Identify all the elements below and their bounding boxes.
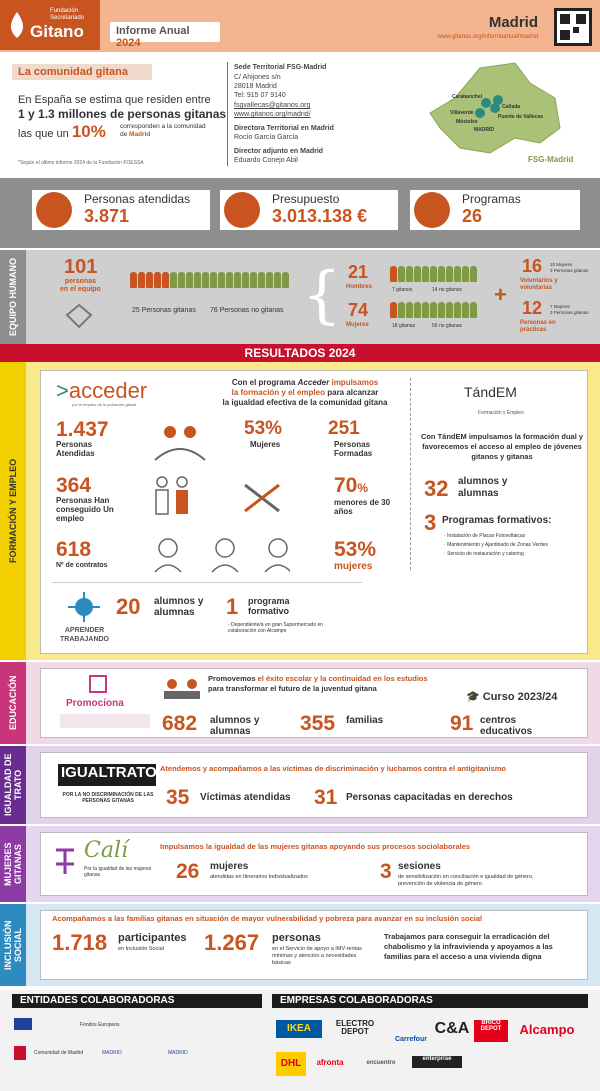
graduation-cap-icon: 🎓 [466,691,480,703]
divider [52,582,362,583]
victims-count: 35 [166,786,190,809]
sessions-count: 3 [380,860,392,883]
fsg-logo [0,0,100,50]
promociona-logo: Promociona [66,698,124,709]
bricodepot-logo: BRICO DEPOT [474,1020,508,1042]
handshake-icon [64,300,94,330]
volunteers-count: 16 [522,256,543,276]
brace: { [302,258,342,331]
stat-label: Personas Han conseguido Un empleo [56,496,114,523]
entities-title: ENTIDADES COLABORADORAS [12,994,262,1008]
students-reading-icon [160,676,204,702]
plus-sign: + [494,282,507,307]
tandem-intro: Con TándEM impulsamos la formación dual y favorecemos el acceso al empleo de jóvenes gitanos y gitanas [420,432,584,461]
map-label: Cañada [502,104,521,110]
stat-value: 53% [334,538,377,561]
edu-students: 682 [162,712,198,735]
org-subtitle: Fundación Secretariado [50,8,85,21]
web-link[interactable]: www.gitanos.org/madrid/ [234,111,311,118]
madrid-flag-icon [14,1046,26,1060]
acceder-intro: Con el programa Acceder impulsamos la formación y el empleo para alcanzar la igualdad efectiva de la comunidad gitana [222,378,388,407]
intro-line-3: las que un 10% [18,122,106,141]
address-1: C/ Ahijones s/n [234,74,281,81]
acceder-logo: >acceder [56,378,148,403]
stat-value: 618 [56,538,92,561]
ikea-logo: IKEA [276,1020,322,1038]
hands-people-icon [150,420,210,464]
education-intro: Promovemos el éxito escolar y la continuidad en los estudios para transformar el futuro de la juventud gitana [208,674,428,693]
flame-logo-icon [6,10,28,40]
men-count: 21 [348,262,369,282]
section-label-team: EQUIPO HUMANO [0,250,26,344]
tools-icon [240,480,284,516]
map-label: Villaverde [450,110,474,116]
map-label: Móstoles [456,119,478,125]
tandem-program-list: · Instalación de Placas Fotovoltaicas · Mantenimiento y Ajardinado de Zonas Verdes · Servicio de restauración y catering [444,533,548,557]
dashed-divider [410,378,411,570]
women-icons [390,302,478,323]
city-title: Madrid [488,14,538,31]
edu-families: 355 [300,712,336,735]
aprender-brand: APRENDER TRABAJANDO [60,627,109,643]
summary-card-budget: Presupuesto 3.013.138 € [220,190,398,230]
tandem-logo: TándEM [464,384,517,400]
women-intro: Impulsamos la igualdad de las mujeres gitanas apoyando sus procesos sociolaborales [160,842,471,851]
alcampo-logo: Alcampo [519,1022,575,1037]
stat-value: 53% [244,418,283,439]
org-name: Gitano [30,22,84,41]
companies-title: EMPRESAS COLABORADORAS [272,994,588,1008]
igualtrato-logo: IGUALTRATO [58,764,156,786]
intro-region-note: corresponden a la comunidad de Madrid [120,123,206,138]
phone: Tel: 915 07 9140 [234,92,286,99]
map-label: Carabanchel [452,94,483,100]
women-count: 26 [176,860,200,883]
trained-count: 31 [314,786,338,809]
stat-value: 251 [328,418,360,439]
eu-flag-icon [14,1018,32,1030]
ca-logo: C&A [434,1020,470,1037]
deputy-name: Eduardo Conejo Abil [234,157,298,164]
intro-line-2: 1 y 1.3 millones de personas gitanas [18,107,227,121]
deputy-role: Director adjunto en Madrid [234,148,324,155]
section-label-equality: IGUALDAD DE TRATO [0,746,26,824]
address-2: 28018 Madrid [234,83,277,90]
stat-label: mujeres [334,561,373,572]
aprender-students: 20 [116,594,141,619]
dhl-logo: DHL [276,1052,306,1076]
edu-centers: 91 [450,712,474,735]
gitanas-note: 25 Personas gitanas [132,307,196,314]
women-count: 74 [348,300,369,320]
people-group-icon [36,192,72,228]
cali-logo: Calí [84,838,129,863]
summary-card-people: Personas atendidas 3.871 [32,190,210,230]
team-total: 101 [64,256,98,278]
stat-label: Personas Formadas [334,440,373,458]
stat-value: 70% [334,474,369,497]
report-label: Informe Anual 2024 [110,22,220,42]
promociona-badges [60,714,150,728]
stat-label: menores de 30 años [334,498,391,516]
participants-count: 1.718 [52,930,108,955]
inclusion-closing: Trabajamos para conseguir la erradicación del chabolismo y la infravivienda y apoyamos a las familias para el acceso a una vivienda digna [384,932,553,961]
afronta-logo: afronta [316,1058,344,1067]
workers-icon [150,474,194,522]
results-title: RESULTADOS 2024 [0,344,600,362]
team-total-label: personas en el equipo [60,278,101,293]
qr-code-icon[interactable] [554,8,592,46]
tandem-students: 32 [424,476,449,501]
tandem-programs: 3 [424,510,437,535]
bar-chart-icon [224,192,260,228]
inclusion-intro: Acompañamos a las familias gitanas en situación de mayor vulnerabilidad y pobreza para avanzar en su inclusión social [52,914,483,923]
section-label-education: EDUCACIÓN [0,662,26,744]
percent-value: 10% [71,122,106,141]
course-label: 🎓 Curso 2023/24 [466,691,558,703]
enterprise-logo: enterprise [412,1056,462,1068]
madrid-map [420,58,580,168]
stat-value: 1.437 [56,418,109,441]
professions-icons [150,534,290,574]
stat-label: Nº de contratos [56,562,108,569]
email-link[interactable]: fsgvallecas@gitanos.org [234,102,311,109]
men-icons [390,266,478,287]
aprender-logo-icon [64,590,104,624]
report-url[interactable]: www.gitanos.org/informeanual/madrid [437,34,538,40]
stat-label: Mujeres [250,440,281,449]
contact-title: Sede Territorial FSG-Madrid [234,64,327,71]
book-icon [88,674,108,694]
equality-intro: Atendemos y acompañamos a las víctimas de discriminación y luchamos contra el antigitanismo [160,764,506,773]
carrefour-logo: Carrefour [395,1036,427,1043]
footnote: *Según el último informe 2024 de la Fundación FOESSA [18,160,144,166]
persons-count: 1.267 [204,930,260,955]
cali-logo-icon [52,842,78,876]
section-label-employment: FORMACIÓN Y EMPLEO [0,362,26,660]
electrodepot-logo: ELECTRO DEPOT [335,1019,375,1036]
no-gitanas-note: 76 Personas no gitanas [210,307,284,314]
community-title: La comunidad gitana [12,64,152,80]
summary-card-programs: Programas 26 [410,190,580,230]
section-label-women: MUJERES GITANAS [0,826,26,902]
aprender-programs: 1 [226,594,239,619]
stat-value: 364 [56,474,92,497]
map-label: Puente de Vallecas [498,114,544,120]
team-people-row [130,272,290,293]
section-label-inclusion: INCLUSIÓN SOCIAL [0,904,26,986]
divider [227,62,228,166]
map-caption: FSG-Madrid [528,155,574,164]
encuentro-logo: encuentro [366,1060,396,1066]
stat-label: Personas Atendidas [56,440,95,458]
director-name: Rocío García García [234,134,299,141]
interns-count: 12 [522,298,543,318]
target-icon [414,192,450,228]
director-role: Directora Territorial en Madrid [234,125,334,132]
map-label: MADRID [474,127,494,133]
intro-line-1: En España se estima que residen entre [18,94,211,106]
